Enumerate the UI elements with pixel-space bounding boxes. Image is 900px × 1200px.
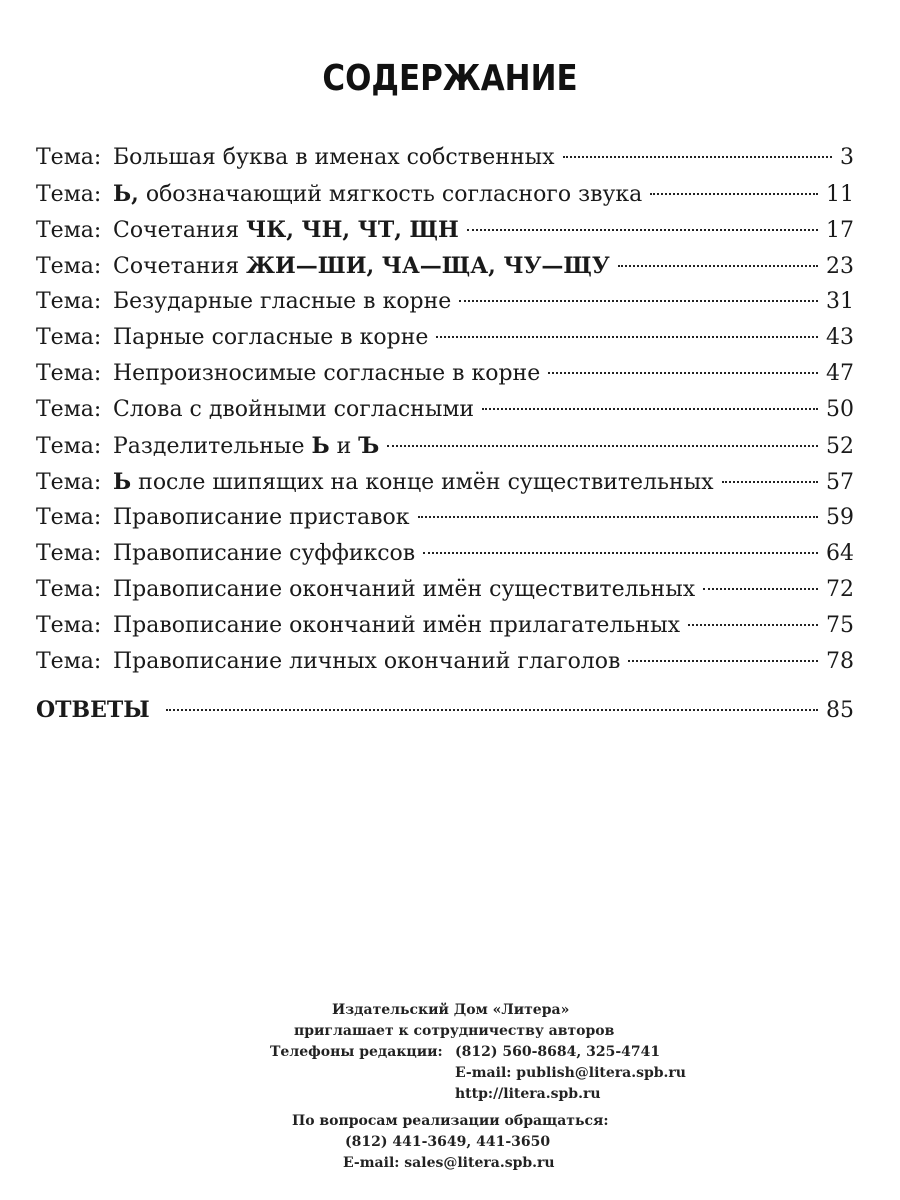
dot-leader <box>436 336 818 338</box>
phones-label: Телефоны редакции: <box>270 1044 443 1060</box>
editorial-phones: (812) 560-8684, 325-4741 <box>455 1044 661 1060</box>
toc-entry-title-part: Правописание личных окончаний глаголов <box>113 649 621 674</box>
toc-entry-page: 59 <box>826 505 854 530</box>
toc-entry-prefix: Тема: <box>36 613 102 638</box>
toc-entry-title-part: обозначающий мягкость согласного звука <box>138 182 643 207</box>
toc-entry-page: 43 <box>826 325 854 350</box>
answers-page: 85 <box>826 698 854 723</box>
toc-entry <box>36 644 854 680</box>
toc-entry-title <box>113 608 680 644</box>
toc-entry-title-bold-part: Ъ <box>358 433 380 459</box>
toc-entry-title-part: Сочетания <box>113 218 247 243</box>
toc-entry-title-part: Сочетания <box>113 254 247 279</box>
toc-entry-title <box>113 356 540 392</box>
toc-entry-page: 17 <box>826 218 854 243</box>
toc-entry-page: 52 <box>826 434 854 459</box>
toc-entry <box>36 392 854 428</box>
toc-entry-page: 50 <box>826 397 854 422</box>
toc-entry-title-part: Слова с двойными согласными <box>113 397 475 422</box>
toc-entry-prefix: Тема: <box>36 325 102 350</box>
dot-leader <box>418 516 818 518</box>
toc-entry <box>36 608 854 644</box>
toc-entry-title-part: Парные согласные в корне <box>113 325 429 350</box>
sales-label: По вопросам реализации обращаться: <box>292 1113 609 1129</box>
toc-entry-title-part: после шипящих на конце имён существительных <box>131 470 714 495</box>
toc-entry-prefix: Тема: <box>36 361 102 386</box>
toc-entry-title-bold-part: ЧК, ЧН, ЧТ, ЩН <box>246 217 459 243</box>
toc-entry <box>36 212 854 248</box>
toc-entry-prefix: Тема: <box>36 577 102 602</box>
toc-entry-title-part: Правописание приставок <box>113 505 410 530</box>
toc-entry-prefix: Тема: <box>36 541 102 566</box>
table-of-contents <box>36 140 854 728</box>
toc-entry-title <box>113 500 410 536</box>
toc-entry <box>36 176 854 212</box>
toc-entry-title-part: Безударные гласные в корне <box>113 289 452 314</box>
toc-entry-page: 72 <box>826 577 854 602</box>
toc-entry-prefix: Тема: <box>36 218 102 243</box>
dot-leader <box>423 552 818 554</box>
toc-entry-page: 47 <box>826 361 854 386</box>
dot-leader <box>618 265 818 267</box>
toc-entry-page: 11 <box>826 182 854 207</box>
toc-entry-title <box>113 536 415 572</box>
dot-leader <box>722 481 818 483</box>
toc-entry-prefix: Тема: <box>36 254 102 279</box>
toc-entry-title-part: и <box>329 434 359 459</box>
toc-entry-title-part: Непроизносимые согласные в корне <box>113 361 541 386</box>
publisher-name: Издательский Дом «Литера» <box>332 1002 570 1018</box>
dot-leader <box>703 588 818 590</box>
toc-entry-title <box>113 644 620 680</box>
toc-entry <box>36 248 854 284</box>
toc-entry-page: 3 <box>840 145 854 170</box>
toc-entry-prefix: Тема: <box>36 289 102 314</box>
sales-phones: (812) 441-3649, 441-3650 <box>345 1134 551 1150</box>
toc-entry-prefix: Тема: <box>36 470 102 495</box>
publisher-invite: приглашает к сотрудничеству авторов <box>294 1023 615 1039</box>
toc-entry-title <box>113 176 642 213</box>
toc-entry-title-bold-part: ЖИ—ШИ, ЧА—ЩА, ЧУ—ЩУ <box>246 253 610 279</box>
website: http://litera.spb.ru <box>455 1086 601 1102</box>
dot-leader <box>650 193 818 195</box>
dot-leader <box>548 372 818 374</box>
dot-leader <box>688 624 818 626</box>
toc-entry-page: 57 <box>826 470 854 495</box>
toc-entry <box>36 500 854 536</box>
toc-entry-page: 78 <box>826 649 854 674</box>
toc-entry-title <box>113 212 459 249</box>
toc-entry-title-part: Правописание окончаний имён существительных <box>113 577 696 602</box>
toc-entry-prefix: Тема: <box>36 182 102 207</box>
toc-entry-title <box>113 572 695 608</box>
toc-entry-prefix: Тема: <box>36 434 102 459</box>
toc-entry-title <box>113 140 555 176</box>
toc-entry-prefix: Тема: <box>36 505 102 530</box>
toc-entry-title <box>113 248 610 285</box>
toc-entry-page: 23 <box>826 254 854 279</box>
toc-entry <box>36 140 854 176</box>
dot-leader <box>563 156 832 158</box>
toc-answers-entry <box>36 692 854 728</box>
toc-entry-page: 75 <box>826 613 854 638</box>
dot-leader <box>467 229 818 231</box>
page-title: СОДЕРЖАНИЕ <box>322 58 578 99</box>
toc-entry-title-part: Разделительные <box>113 434 312 459</box>
editorial-email: E-mail: publish@litera.spb.ru <box>455 1065 686 1081</box>
dot-leader <box>387 445 818 447</box>
toc-entry-title <box>113 464 714 501</box>
toc-entry-prefix: Тема: <box>36 145 102 170</box>
toc-entry <box>36 284 854 320</box>
toc-entry <box>36 356 854 392</box>
toc-entry <box>36 464 854 500</box>
sales-email: E-mail: sales@litera.spb.ru <box>343 1155 555 1171</box>
toc-entry-title <box>113 320 428 356</box>
toc-entry <box>36 428 854 464</box>
toc-entry-title-part: Большая буква в именах собственных <box>113 145 555 170</box>
toc-entry-title <box>113 428 379 465</box>
toc-entry-page: 31 <box>826 289 854 314</box>
toc-entry-page: 64 <box>826 541 854 566</box>
dot-leader <box>628 660 818 662</box>
toc-entry-title <box>113 284 451 320</box>
dot-leader <box>459 300 818 302</box>
dot-leader <box>482 408 818 410</box>
toc-entry <box>36 572 854 608</box>
toc-entry <box>36 536 854 572</box>
toc-entry-title-bold-part: Ь <box>311 433 330 459</box>
dot-leader <box>166 709 818 711</box>
toc-entry-title-part: Правописание окончаний имён прилагательных <box>113 613 680 638</box>
toc-entry-prefix: Тема: <box>36 649 102 674</box>
toc-entry-prefix: Тема: <box>36 397 102 422</box>
toc-entry <box>36 320 854 356</box>
toc-entry-title-bold-part: Ь, <box>113 181 139 207</box>
toc-entry-title-part: Правописание суффиксов <box>113 541 416 566</box>
toc-entry-title-bold-part: Ь <box>113 469 132 495</box>
answers-label: ОТВЕТЫ <box>36 697 150 723</box>
toc-entry-title <box>113 392 474 428</box>
